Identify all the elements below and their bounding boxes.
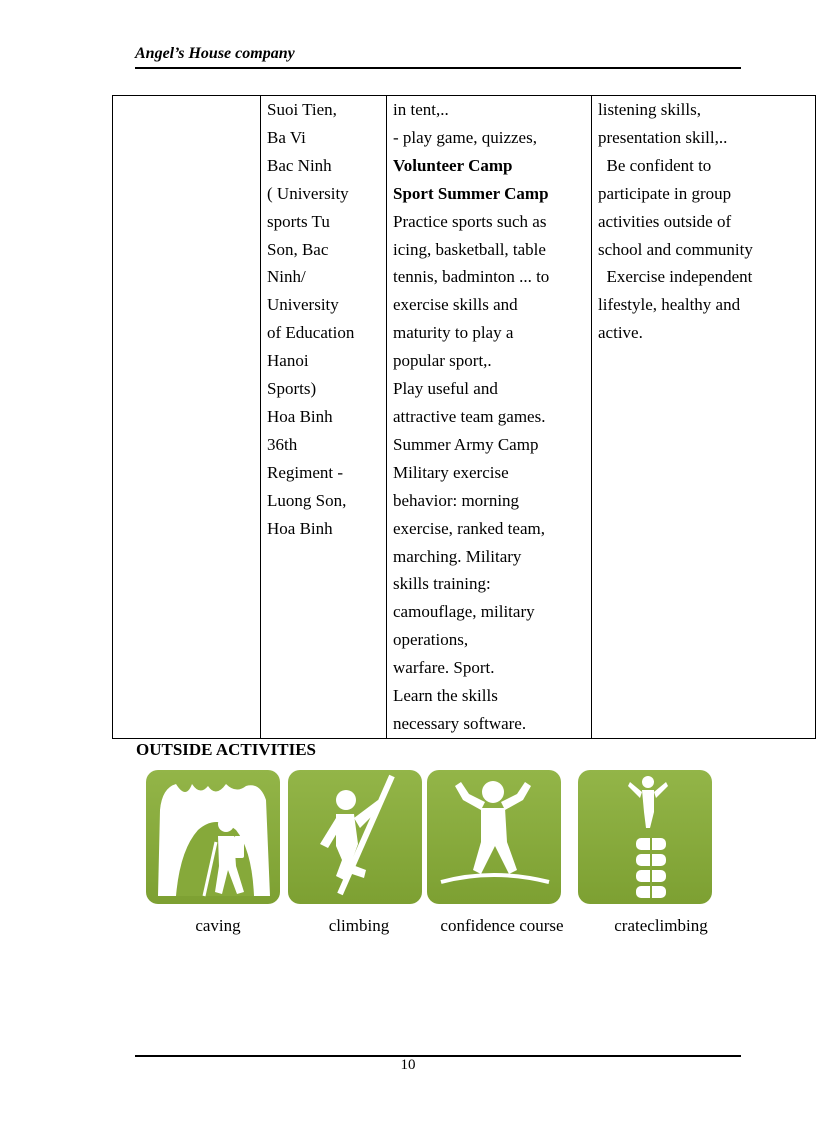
table-line: attractive team games. [393,406,546,426]
table-line: Play useful and [393,379,498,399]
table-line: Practice sports such as [393,211,547,231]
section-title: OUTSIDE ACTIVITIES [136,740,316,759]
table-line: Learn the skills [393,686,498,706]
table-cell-locations [261,96,387,739]
table-line: in tent,.. [393,100,449,119]
table-line: Hoa Binh [267,518,333,538]
table-line: Hanoi [267,351,309,371]
table-line: tennis, badminton ... to [393,267,550,287]
caption-confidence-course: confidence course [440,916,564,935]
table-line: - play game, quizzes, [393,127,537,147]
table-line: exercise, ranked team, [393,518,545,538]
table-line: operations, [393,630,469,650]
table-line: of Education [267,323,355,343]
table-cell-outcomes [592,96,816,739]
table-line: University [267,295,339,315]
table-line: Volunteer Camp [393,155,513,175]
table-cell-activities [387,96,592,739]
table-line: exercise skills and [393,295,518,315]
table-line: Sports) [267,379,317,399]
table-line: Luong Son, [267,490,347,510]
table-line: Ninh/ [267,267,306,287]
table-line: maturity to play a [393,323,514,343]
table-line: icing, basketball, table [393,239,546,259]
header-company-title: Angel’s House company [135,45,295,62]
table-line: Exercise independent [598,267,753,287]
table-line: Military exercise [393,462,509,482]
caption-caving: caving [195,916,241,935]
table-line: Be confident to [598,155,712,175]
table-line: warfare. Sport. [393,658,495,678]
table-line: school and community [598,239,753,259]
table-row [113,96,816,739]
table-line: presentation skill,.. [598,127,728,147]
table-line: activities outside of [598,211,732,231]
table-line: Suoi Tien, [267,100,337,119]
caption-climbing: climbing [328,916,390,935]
table-line: Summer Army Camp [393,434,539,454]
table-line: marching. Military [393,546,522,566]
table-line: sports Tu [267,211,330,231]
caption-crateclimbing: crateclimbing [614,916,708,935]
header-divider [135,67,741,69]
caving-icon [146,770,280,904]
table-line: participate in group [598,183,732,203]
table-line: listening skills, [598,100,701,119]
table-line: 36th [267,434,298,454]
page-number: 10 [400,1057,416,1073]
table-line: ( University [267,183,349,203]
table-line: Regiment - [267,462,344,482]
table-line: lifestyle, healthy and [598,295,741,315]
table-line: Ba Vi [267,127,306,147]
table-line: active. [598,323,643,343]
table-line: behavior: morning [393,490,520,510]
table-line: Hoa Binh [267,406,333,426]
confidence-course-icon [427,770,561,904]
table-line: skills training: [393,574,491,594]
climbing-icon [288,770,422,904]
table-line: popular sport,. [393,351,492,371]
table-cell-empty [113,96,261,739]
activities-table [112,95,816,739]
table-line: camouflage, military [393,602,535,622]
table-line: Sport Summer Camp [393,183,549,203]
table-line: necessary software. [393,713,527,733]
table-line: Son, Bac [267,239,329,259]
table-line: Bac Ninh [267,155,332,175]
crate-climbing-icon [578,770,712,904]
